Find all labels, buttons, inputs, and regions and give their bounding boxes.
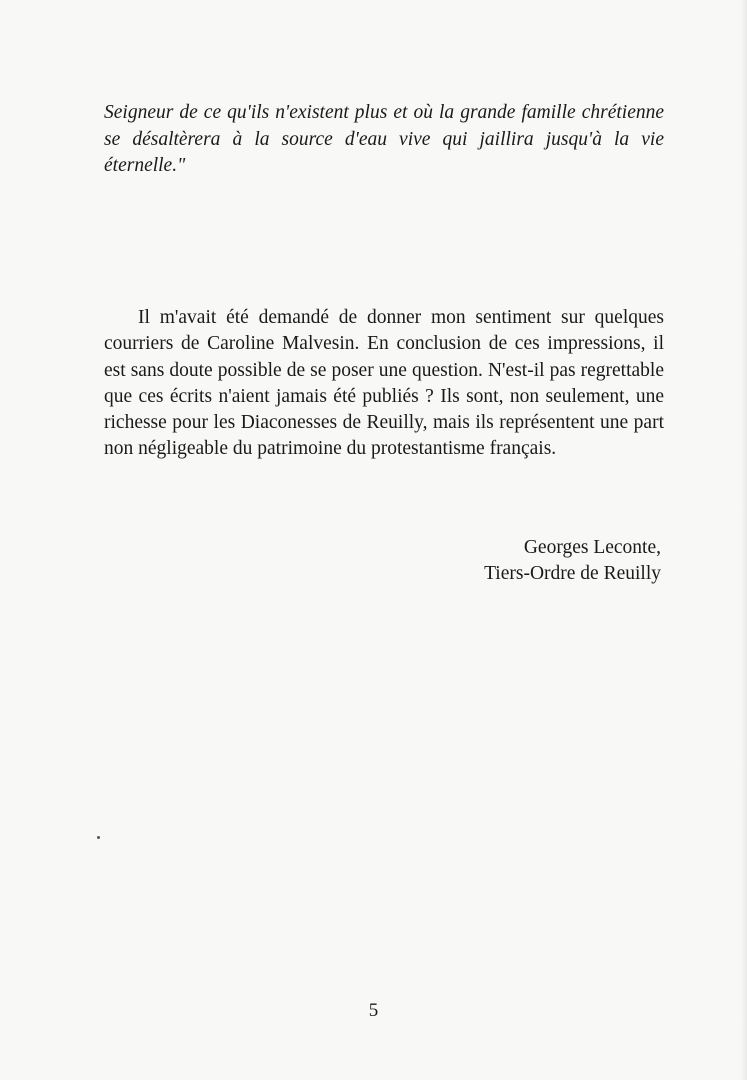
page-edge-shadow — [741, 0, 747, 1080]
quote-text: Seigneur de ce qu'ils n'existent plus et où la grande famille chrétienne se désaltèrera à la source d'eau vive qui jaillira jusqu'à la vie éternelle." — [104, 102, 664, 176]
author-affiliation: Tiers-Ordre de Reuilly — [484, 563, 661, 584]
signature-block — [484, 535, 661, 587]
scan-speck — [97, 836, 100, 839]
body-paragraph: Il m'avait été demandé de donner mon sentiment sur quelques courriers de Caroline Malvesin. En conclusion de ces impressions, il est sans doute possible de se poser une question. N'est-il pas regrettable que ces écrits n'aient jamais été publiés ? Ils sont, non seulement, une richesse pour les Diaconesses de Reuilly, mais ils représentent une part non négligeable du patrimoine du protestantisme français. — [104, 307, 664, 460]
quote-block — [104, 100, 664, 180]
author-name: Georges Leconte, — [523, 537, 661, 558]
page-number: 5 — [368, 1000, 379, 1021]
